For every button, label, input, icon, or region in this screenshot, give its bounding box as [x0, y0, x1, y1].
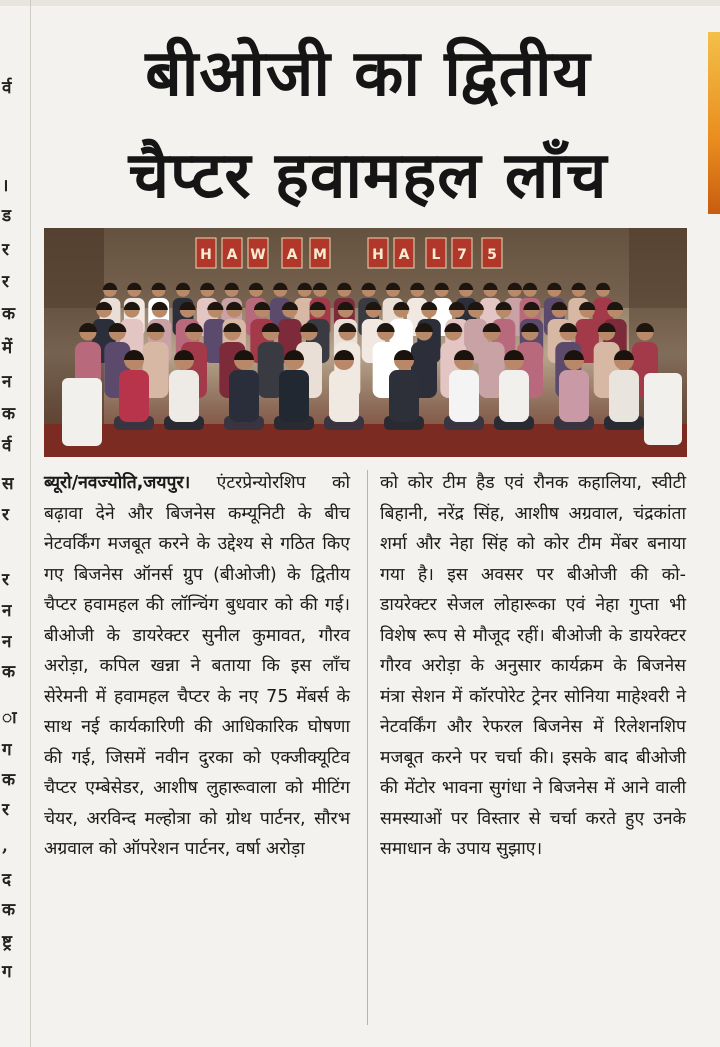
margin-fragment: र	[2, 570, 9, 590]
svg-text:H: H	[372, 247, 384, 263]
svg-text:5: 5	[487, 247, 497, 263]
svg-text:A: A	[398, 247, 410, 263]
banner-letter	[248, 238, 268, 268]
svg-text:H: H	[200, 247, 212, 263]
banner-letter	[394, 238, 414, 268]
banner-letter	[310, 238, 330, 268]
banner-letter	[222, 238, 242, 268]
margin-fragment: ग	[2, 962, 12, 982]
article-text-right: को कोर टीम हैड एवं रौनक कहालिया, स्वीटी बिहानी, नरेंद्र सिंह, आशीष अग्रवाल, चंद्रकांता शर्मा और नेहा सिंह को कोर टीम मेंबर बनाया गया है। इस अवसर पर बीओजी की को-डायरेक्टर सेजल लोहारूका एवं नेहा गुप्ता भी विशेष रूप से मौजूद रहीं। बीओजी के डायरेक्टर गौरव अरोड़ा के अनुसार कार्यक्रम के बिजनेस मंत्रा सेशन में कॉरपोरेट ट्रेनर सोनिया माहेश्वरी ने नेटवर्किंग और रेफरल बिजनेस में रिलेशनशिप मजबूत करने पर चर्चा की। इसके बाद बीओजी की मेंटोर भावना सुगंधा ने बिजनेस में आने वाली समस्याओं पर विस्तार से चर्चा करते हुए उनके समाधान के उपाय सुझाए।	[380, 473, 686, 859]
margin-fragment: ष्ट्र	[2, 932, 12, 952]
margin-fragment: न	[2, 632, 12, 652]
banner-letter	[482, 238, 502, 268]
byline: ब्यूरो/नवज्योति,जयपुर।	[44, 473, 191, 493]
margin-fragment: र्व	[2, 78, 12, 98]
margin-fragment: ड	[2, 206, 12, 226]
headline-line-1: बीओजी का द्वितीय	[145, 37, 591, 111]
margin-fragment: र	[2, 240, 9, 260]
banner-letter	[368, 238, 388, 268]
margin-fragment: क	[2, 770, 16, 790]
crowd-figures	[75, 283, 658, 430]
adjacent-ad-strip	[708, 32, 720, 214]
margin-fragment: ग	[2, 740, 12, 760]
banner-letter	[196, 238, 216, 268]
column-divider	[367, 470, 368, 1025]
margin-fragment: क	[2, 304, 16, 324]
margin-fragment: र	[2, 505, 9, 525]
svg-text:W: W	[250, 247, 266, 263]
cropped-next-article	[440, 1032, 690, 1047]
svg-text:M: M	[313, 247, 327, 263]
svg-text:7: 7	[457, 247, 467, 263]
margin-fragment: ,	[2, 836, 8, 856]
margin-fragment: स	[2, 474, 14, 494]
margin-fragment: र	[2, 272, 9, 292]
margin-fragment: ा	[2, 708, 17, 728]
margin-fragment: न	[2, 601, 12, 621]
margin-fragment: र	[2, 800, 9, 820]
article-text-left: एंटरप्रेन्योरशिप को बढ़ावा देने और बिजनेस कम्यूनिटी के बीच नेटवर्किंग मजबूत करने के उद्देश्य से गठित किए गए बिजनेस ऑनर्स ग्रुप (बीओजी) के द्वितीय चैप्टर हवामहल की लॉन्चिंग बुधवार को की गई। बीओजी के डायरेक्टर सुनील कुमावत, गौरव अरोड़ा, कपिल खन्ना ने बताया कि इस लाँच सेरेमनी में हवामहल चैप्टर के नए 75 मेंबर्स के साथ नई कार्यकारिणी की आधिकारिक घोषणा की गई, जिसमें नवीन दुरका को एक्जीक्यूटिव चैप्टर एम्बेसेडर, आशीष लुहारूवाला को मीटिंग चेयर, अरविन्द मल्होत्रा को ग्रोथ पार्टनर, सौरभ अग्रवाल को ऑपरेशन पार्टनर, वर्षा अरोड़ा	[44, 473, 350, 859]
margin-fragment: क	[2, 404, 16, 424]
svg-text:A: A	[286, 247, 298, 263]
margin-fragment: क	[2, 662, 16, 682]
banner-letter	[426, 238, 446, 268]
margin-fragment: ।	[2, 176, 9, 196]
margin-fragment: र्व	[2, 436, 12, 456]
top-edge	[0, 0, 720, 6]
margin-fragment: न	[2, 372, 12, 392]
svg-text:L: L	[431, 247, 441, 263]
banner-letter	[452, 238, 472, 268]
margin-fragment: क	[2, 900, 16, 920]
headline-line-2: चैप्टर हवामहल लाँच	[128, 139, 608, 213]
article-column-left	[44, 468, 350, 1028]
article-column-right	[380, 468, 686, 1028]
margin-fragment: में	[2, 338, 13, 358]
margin-fragment: द	[2, 870, 12, 890]
svg-text:A: A	[226, 247, 238, 263]
group-photo	[44, 228, 687, 457]
banner-letter	[282, 238, 302, 268]
adjacent-column-fragment	[0, 0, 31, 1047]
